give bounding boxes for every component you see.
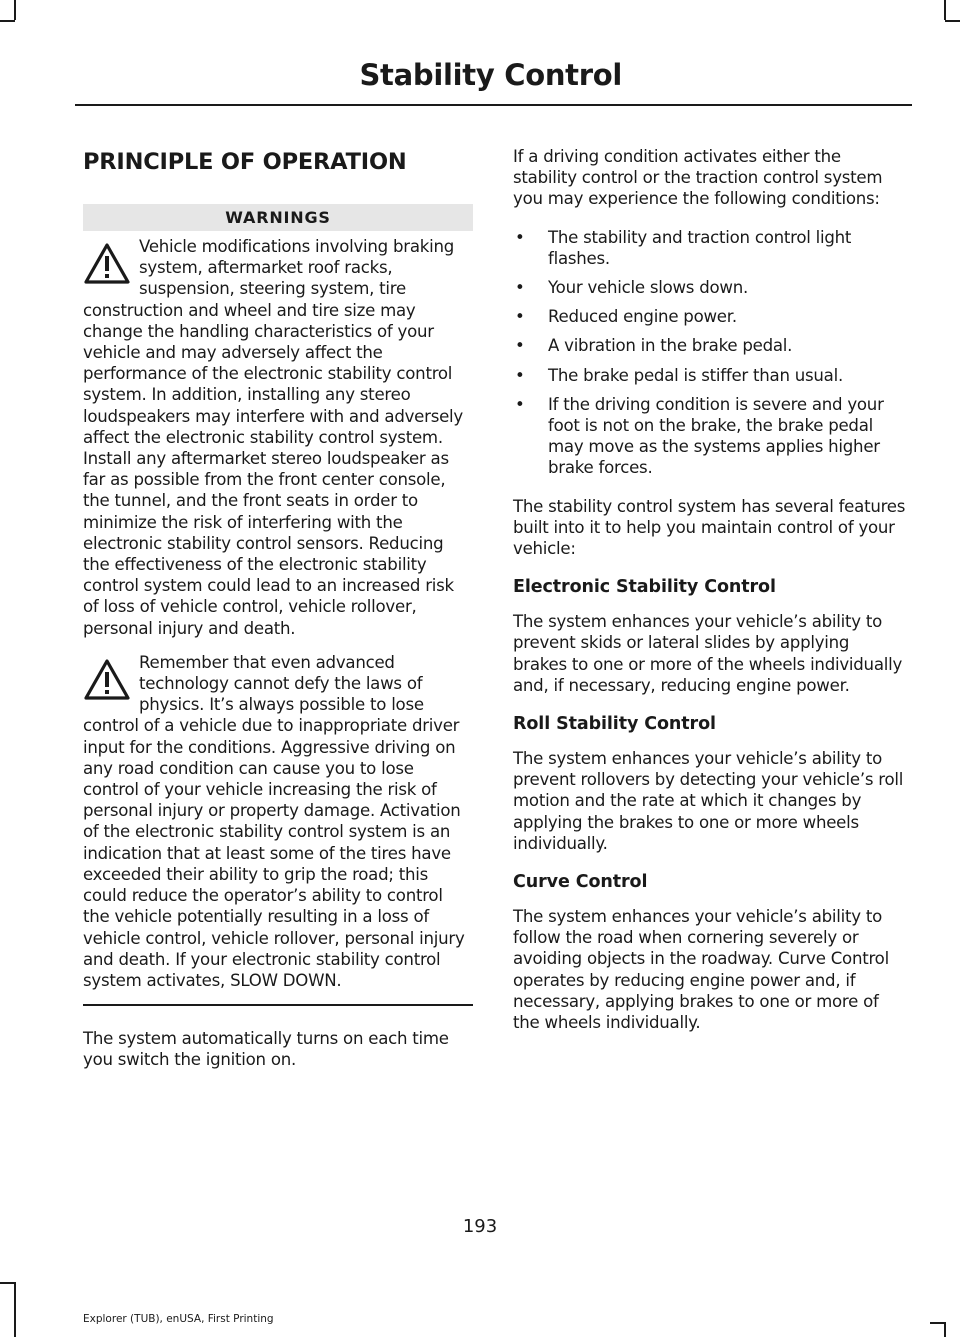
- crop-mark-top-right-v: [944, 0, 946, 20]
- list-item: • Reduced engine power.: [515, 307, 737, 327]
- bullet-icon: •: [515, 307, 525, 327]
- crop-mark-top-left-h: [0, 20, 15, 22]
- warnings-end-rule: [83, 1004, 473, 1006]
- crop-mark-bottom-left-h: [0, 1282, 15, 1284]
- crop-mark-bottom-right-v: [944, 1322, 946, 1337]
- list-item: • The stability and traction control light flashes.: [515, 227, 852, 268]
- warning-1: [83, 236, 473, 639]
- esc-body: The system enhances your vehicle’s ability to prevent skids or lateral slides by applying brakes to one or more of the wheels individually and, if necessary, reducing engine power.: [513, 612, 903, 695]
- curve-control-body: The system enhances your vehicle’s ability to follow the road when cornering severely or avoiding objects in the roadway. Curve Control operates by reducing engine power and, if necessary, applying brakes to one or more of the wheels individually.: [513, 907, 889, 1033]
- bullet-icon: •: [515, 336, 525, 356]
- conditions-list: [513, 227, 906, 479]
- list-item: • If the driving condition is severe and your foot is not on the brake, the brake pedal may move as the systems applies higher brake forces.: [515, 394, 884, 478]
- crop-mark-bottom-left-v: [14, 1282, 16, 1337]
- bullet-icon: •: [515, 278, 525, 298]
- bullet-icon: •: [515, 394, 525, 414]
- crop-mark-top-right-h: [945, 20, 960, 22]
- bullet-icon: •: [515, 365, 525, 385]
- esc-heading: Electronic Stability Control: [513, 577, 776, 598]
- bullet-icon: •: [515, 227, 525, 247]
- list-item: • Your vehicle slows down.: [515, 278, 749, 298]
- page-number: 193: [462, 1216, 498, 1237]
- warning-text: Vehicle modifications involving braking system, aftermarket roof racks, suspension, steering system, tire construction and wheel and tire size may change the handling characteristics of your vehicle and may adversely affect the performance of the electronic stability control system. In addition, installing any stereo loudspeakers may interfere with and adversely affect the electronic stability control system. Install any aftermarket stereo loudspeaker as far as possible from the front center console, the tunnel, and the front seats in order to minimize the risk of interfering with the electronic stability control sensors. Reducing the effectiveness of the electronic stability control system could lead to an increased risk of loss of vehicle control, vehicle rollover, personal injury and death.: [83, 237, 463, 638]
- right-column: [513, 146, 906, 1050]
- crop-mark-top-left-v: [14, 0, 16, 20]
- section-heading: PRINCIPLE OF OPERATION: [83, 149, 407, 175]
- warnings-label: WARNINGS: [83, 204, 473, 231]
- features-intro: The stability control system has several features built into it to help you maintain control of your vehicle:: [513, 496, 906, 559]
- warning-2: [83, 652, 473, 991]
- conditions-intro: If a driving condition activates either the stability control or the traction control system you may experience the following conditions:: [513, 147, 883, 209]
- list-item: • The brake pedal is stiffer than usual.: [515, 365, 843, 385]
- warning-triangle-icon: [83, 242, 131, 286]
- warning-triangle-icon: [83, 658, 131, 702]
- list-item: • A vibration in the brake pedal.: [515, 336, 793, 356]
- rsc-heading: Roll Stability Control: [513, 714, 716, 735]
- rsc-body: The system enhances your vehicle’s ability to prevent rollovers by detecting your vehicle’s roll motion and the rate at which it changes by applying the brakes to one or more wheels individually.: [513, 749, 904, 853]
- curve-control-heading: Curve Control: [513, 872, 648, 893]
- footer-edition: Explorer (TUB), enUSA, First Printing: [83, 1313, 274, 1325]
- crop-mark-bottom-right-h: [930, 1322, 945, 1324]
- header-rule: [75, 104, 912, 106]
- left-column: [83, 146, 473, 1087]
- ignition-paragraph: The system automatically turns on each time you switch the ignition on.: [83, 1028, 449, 1069]
- warning-text: Remember that even advanced technology cannot defy the laws of physics. It’s always possible to lose control of a vehicle due to inappropriate driver input for the conditions. Aggressive driving on any road condition can cause you to lose control of your vehicle increasing the risk of personal injury or property damage. Activation of the electronic stability control system is an indication that at least some of the tires have exceeded their ability to grip the road; this could reduce the operator’s ability to control the vehicle potentially resulting in a loss of vehicle control, vehicle rollover, personal injury and death. If your electronic stability control system activates, SLOW DOWN.: [83, 652, 465, 990]
- page-header-title: Stability Control: [359, 58, 622, 92]
